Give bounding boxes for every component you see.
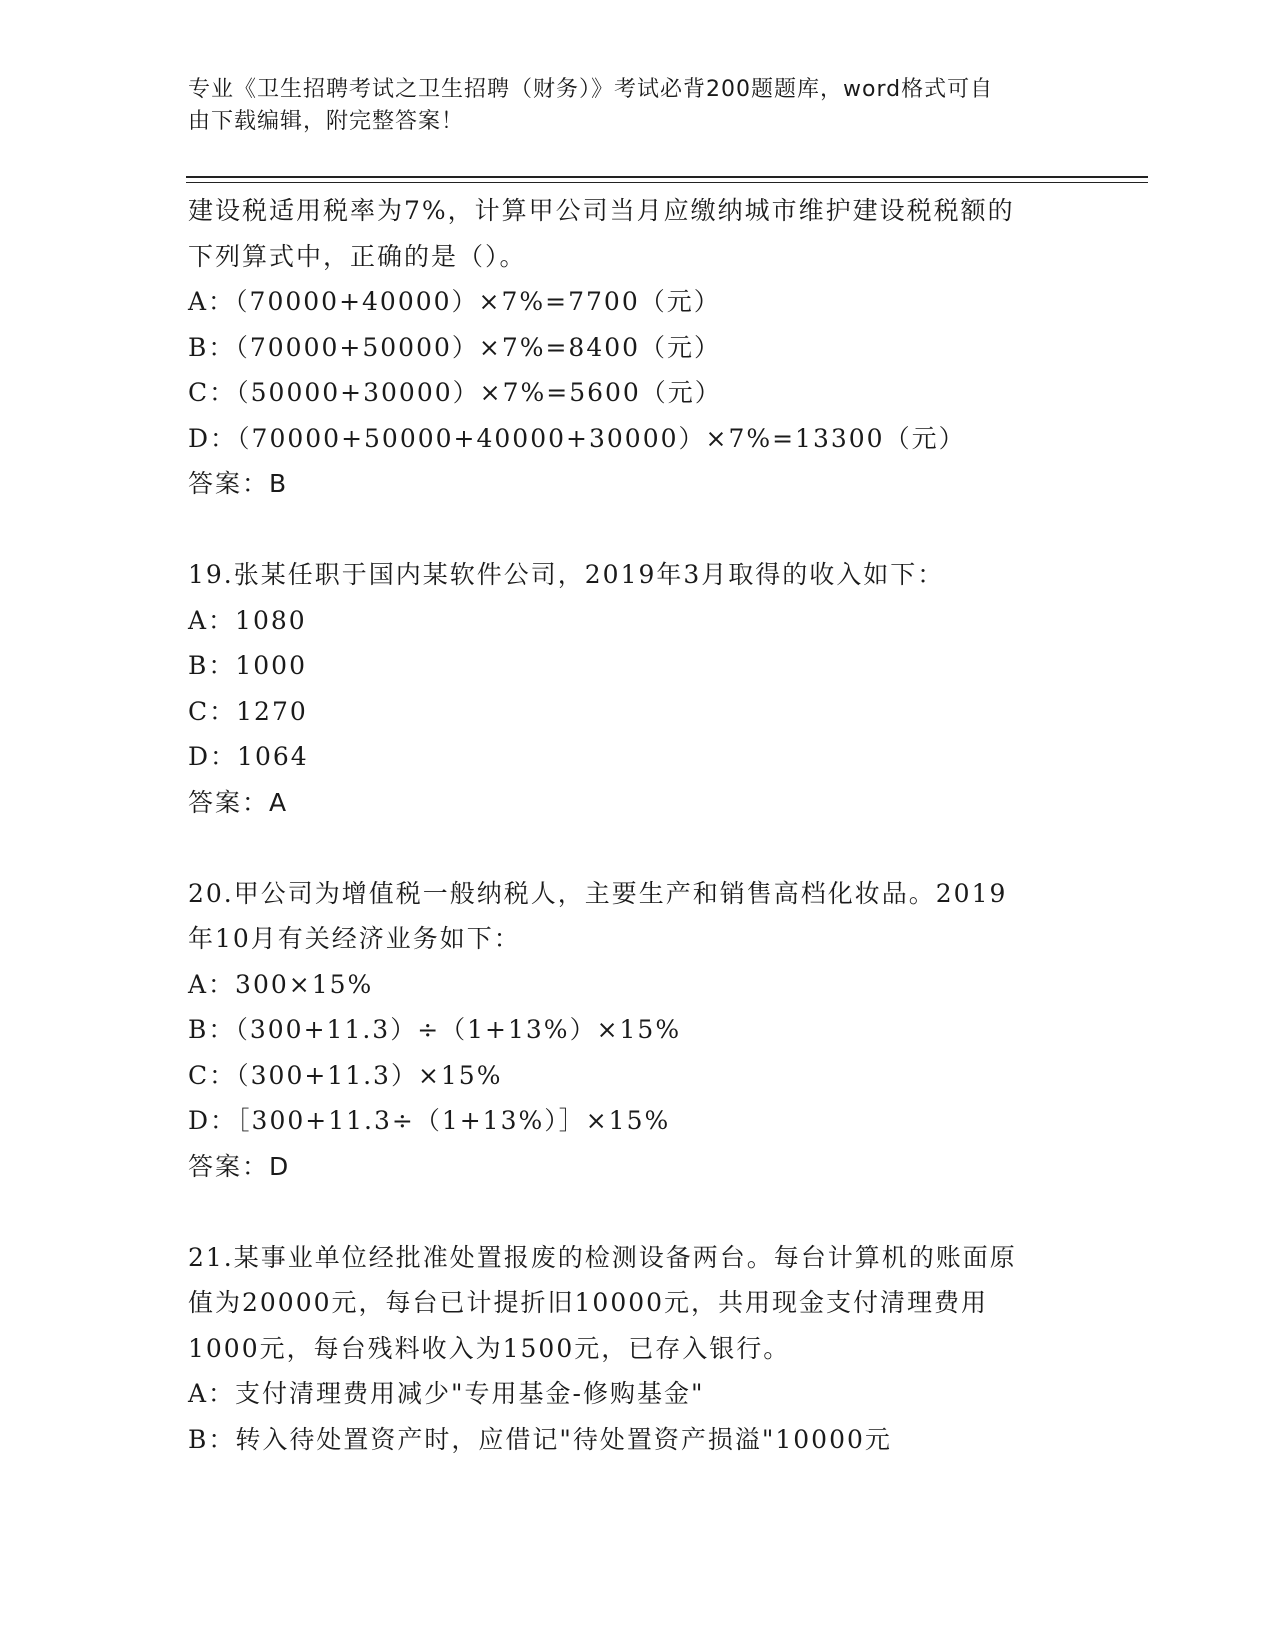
option-d: D：1064: [188, 742, 309, 771]
question-stem: 下列算式中，正确的是（）。: [188, 241, 527, 271]
option-a: A：（70000+40000）×7%=7700（元）: [188, 287, 721, 316]
question-18: [188, 188, 1088, 507]
option-d: D：［300+11.3÷（1+13%）］×15%: [188, 1106, 671, 1135]
question-stem: 建设税适用税率为7%，计算甲公司当月应缴纳城市维护建设税税额的: [188, 196, 1015, 225]
question-20: [188, 871, 1088, 1190]
question-19: [188, 552, 1088, 825]
answer: 答案：A: [188, 787, 289, 817]
question-stem: 19.张某任职于国内某软件公司，2019年3月取得的收入如下：: [188, 560, 945, 589]
question-stem: 年10月有关经济业务如下：: [188, 924, 521, 953]
answer: 答案：B: [188, 469, 289, 498]
option-b: B：（300+11.3）÷（1+13%）×15%: [188, 1015, 682, 1044]
header-line-2: 由下载编辑，附完整答案！: [188, 109, 465, 134]
option-d: D：（70000+50000+40000+30000）×7%=13300（元）: [188, 423, 966, 453]
option-c: C：1270: [188, 696, 308, 726]
option-a: A：300×15%: [188, 969, 374, 999]
header-divider-thin: [186, 182, 1148, 183]
header-divider-thick: [186, 176, 1148, 178]
option-c: C：（300+11.3）×15%: [188, 1060, 503, 1090]
question-stem: 1000元，每台残料收入为1500元，已存入银行。: [188, 1333, 791, 1363]
question-stem: 值为20000元，每台已计提折旧10000元，共用现金支付清理费用: [188, 1288, 989, 1317]
option-b: B：（70000+50000）×7%=8400（元）: [188, 332, 722, 362]
question-stem: 21.某事业单位经批准处置报废的检测设备两台。每台计算机的账面原: [188, 1242, 1017, 1272]
option-b: B：转入待处置资产时，应借记"待处置资产损溢"10000元: [188, 1424, 892, 1454]
header-line-1: 专业《卫生招聘考试之卫生招聘（财务）》考试必背200题题库，word格式可自: [188, 77, 994, 102]
option-b: B：1000: [188, 651, 307, 680]
option-c: C：（50000+30000）×7%=5600（元）: [188, 378, 722, 407]
option-a: A：支付清理费用减少"专用基金-修购基金": [188, 1379, 705, 1408]
answer: 答案：D: [188, 1151, 291, 1181]
option-a: A：1080: [188, 605, 307, 635]
question-21: [188, 1235, 1088, 1463]
question-stem: 20.甲公司为增值税一般纳税人，主要生产和销售高档化妆品。2019: [188, 878, 1008, 908]
question-content: [188, 188, 1088, 1462]
document-header: [188, 74, 1068, 138]
